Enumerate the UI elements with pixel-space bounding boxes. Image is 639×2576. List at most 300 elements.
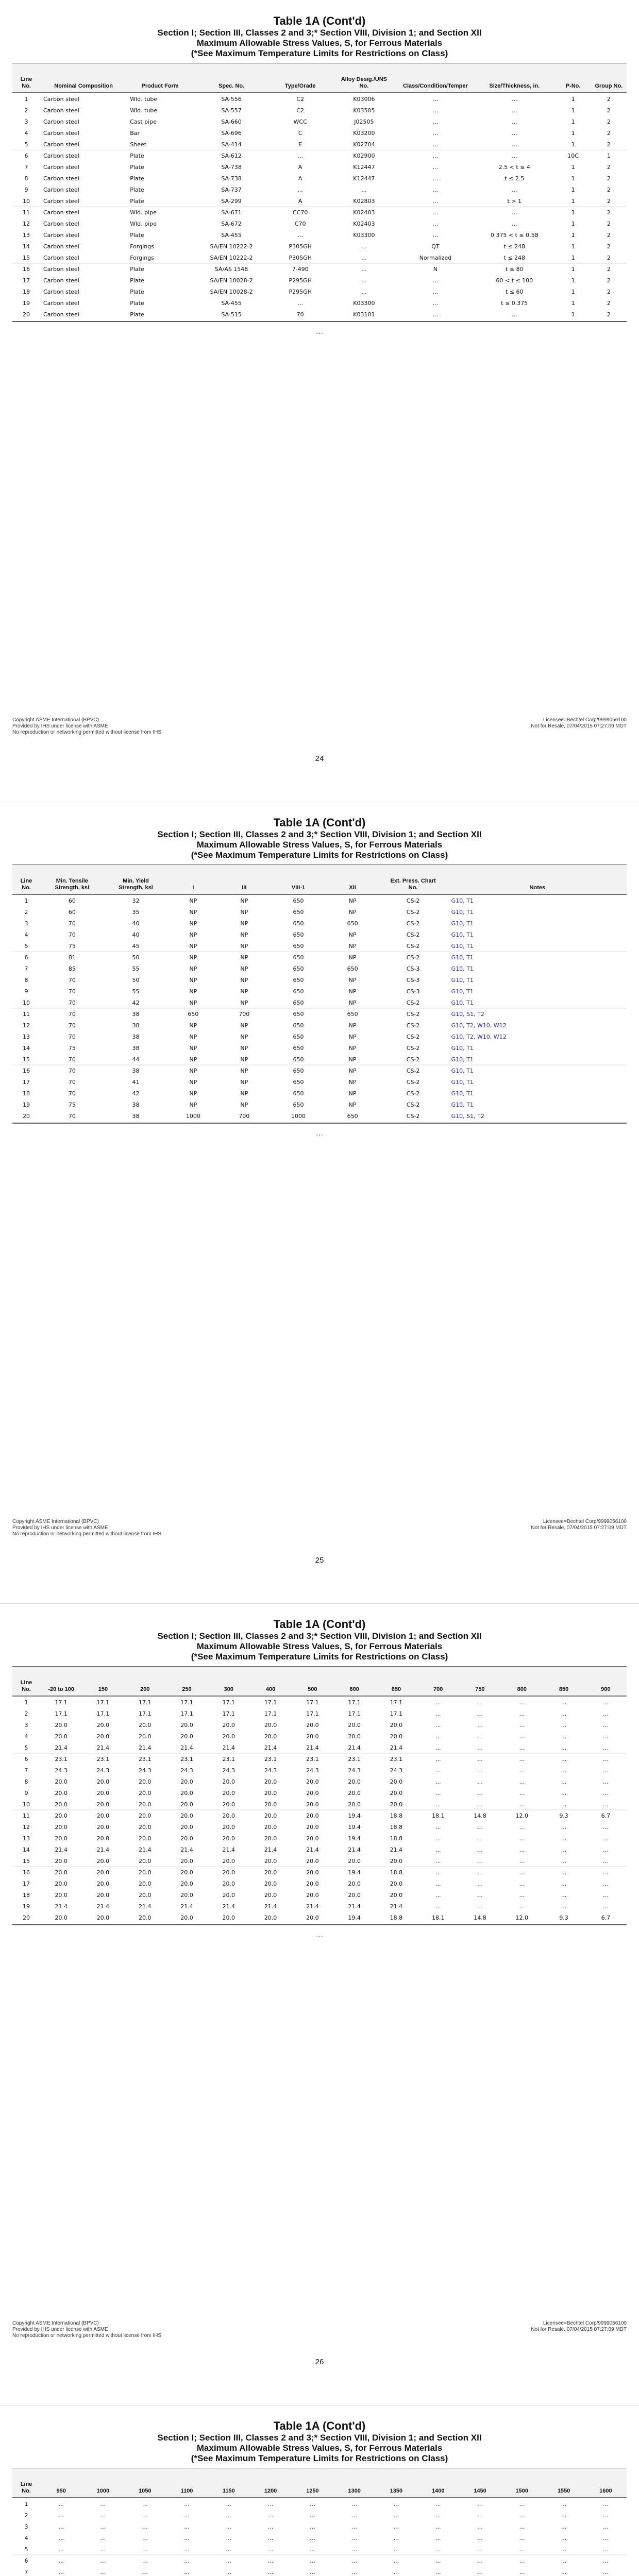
table-cell: 20.0 <box>96 1801 110 1808</box>
table-cell: ... <box>142 2523 148 2530</box>
table-cell: 38 <box>132 1067 140 1074</box>
footer-left <box>12 717 161 736</box>
reproduction-note: No reproduction or networking permitted without license from IHS <box>12 1531 162 1537</box>
table-cell: SA-455 <box>221 300 242 307</box>
table-cell: ... <box>519 1903 525 1910</box>
table-cell: ... <box>477 1756 483 1762</box>
table-cell: G10, T1 <box>451 1090 474 1097</box>
table-cell: SA-738 <box>221 164 242 171</box>
table-cell: ... <box>297 152 303 159</box>
line-number-cell: 12 <box>23 1824 30 1831</box>
table-cell: 1 <box>571 118 575 125</box>
table-cell: 650 <box>188 1011 199 1018</box>
table-cell: ... <box>519 1790 525 1797</box>
table-cell: ... <box>603 2546 609 2553</box>
table-cell: 21.4 <box>306 1903 319 1910</box>
table-cell: CS-2 <box>406 954 420 961</box>
table-cell: 650 <box>293 897 304 904</box>
table-cell: ... <box>477 1744 483 1751</box>
table-cell: ... <box>361 187 367 193</box>
table-cell: ... <box>267 2535 274 2541</box>
document-page <box>0 2419 639 2576</box>
table-cell: 20.0 <box>96 1733 110 1740</box>
table-cell: ... <box>435 2535 441 2541</box>
table-cell: 60 <box>68 909 76 916</box>
table-cell: ... <box>603 2535 609 2541</box>
table-cell: ... <box>561 1903 567 1910</box>
table-cell: ... <box>142 2512 148 2519</box>
table-cell: 650 <box>293 999 304 1006</box>
table-cell: 21.4 <box>264 1846 277 1853</box>
column-header: Nominal Composition <box>54 83 113 89</box>
table-cell: ... <box>561 1722 567 1728</box>
table-cell: 1 <box>571 107 575 114</box>
table-cell: Carbon steel <box>43 243 79 250</box>
table-cell: NP <box>189 999 197 1006</box>
table-cell: ... <box>361 266 367 273</box>
table-cell: ... <box>432 198 439 205</box>
table-cell: NP <box>348 1090 357 1097</box>
table-cell: 20.0 <box>264 1722 277 1728</box>
table-cell: 20.0 <box>306 1914 319 1921</box>
table-cell: 20.0 <box>348 1722 361 1728</box>
table-cell: 20.0 <box>348 1892 361 1899</box>
table-cell: Plate <box>130 198 144 205</box>
table-cell: 650 <box>293 954 304 961</box>
table-cell: ... <box>393 2512 399 2519</box>
table-cell: NP <box>348 999 357 1006</box>
table-cell: 20.0 <box>55 1778 68 1785</box>
table-cell: 20.0 <box>348 1790 361 1797</box>
table-cell: 6.7 <box>601 1914 611 1921</box>
column-header: 1500 <box>515 2488 529 2494</box>
table-cell: 2 <box>607 300 611 307</box>
table-cell: NP <box>348 977 357 984</box>
line-number-cell: 14 <box>23 243 30 250</box>
table-cell: 20.0 <box>222 1722 236 1728</box>
table-cell: NP <box>189 1090 197 1097</box>
table-cell: 9.3 <box>559 1914 568 1921</box>
table-cell: G10, T1 <box>451 988 474 995</box>
line-number-cell: 5 <box>24 141 28 148</box>
table-cell: ... <box>142 2569 148 2575</box>
table-cell: NP <box>240 920 248 927</box>
table-cell: QT <box>431 243 440 250</box>
table-cell: ... <box>603 1710 609 1717</box>
table-cell: ... <box>603 1824 609 1831</box>
table-cell: 9.3 <box>559 1812 568 1819</box>
table-cell: 20.0 <box>306 1892 319 1899</box>
table-cell: ... <box>603 1699 609 1706</box>
table-cell: NP <box>189 943 197 950</box>
table-cell: G10, S1, T2 <box>451 1113 484 1120</box>
line-number-cell: 5 <box>24 943 28 950</box>
table-cell: 12.0 <box>515 1812 529 1819</box>
licensee-note: Licensee=Bechtel Corp/9999056100 <box>543 1519 627 1524</box>
table-title-line: Table 1A (Cont'd) <box>273 1618 366 1631</box>
table-cell: ... <box>561 1835 567 1842</box>
footer-left <box>12 1519 161 1537</box>
table-cell: ... <box>519 2535 525 2541</box>
footer-right <box>531 2320 627 2333</box>
column-header: 1050 <box>138 2488 152 2494</box>
column-header: 1150 <box>222 2488 235 2494</box>
table-cell: NP <box>189 977 197 984</box>
table-cell: 1 <box>571 243 575 250</box>
table-title-block <box>12 2419 627 2464</box>
table-cell: ... <box>519 1778 525 1785</box>
not-for-resale-note: Not for Resale, 07/04/2015 07:27:09 MDT <box>531 2327 627 2332</box>
table-cell: ... <box>432 277 439 284</box>
table-cell: NP <box>240 954 248 961</box>
table-cell: 20.0 <box>306 1778 319 1785</box>
table-cell: 20.0 <box>96 1790 110 1797</box>
line-number-cell: 3 <box>24 920 28 927</box>
table-cell: ... <box>477 1880 483 1887</box>
table-cell: NP <box>348 988 357 995</box>
table-cell: ... <box>512 209 517 216</box>
table-cell: SA/AS 1548 <box>214 266 248 273</box>
table-cell: NP <box>240 988 248 995</box>
table-cell: NP <box>240 1022 248 1029</box>
table-cell: ... <box>226 2535 232 2541</box>
table-cell: 40 <box>132 931 140 938</box>
table-cell: 18.8 <box>390 1824 403 1831</box>
table-cell: NP <box>240 1067 248 1074</box>
line-number-cell: 1 <box>24 2501 28 2507</box>
table-cell: 2 <box>607 107 611 114</box>
line-number-cell: 16 <box>23 1067 30 1074</box>
table-cell: 45 <box>132 943 140 950</box>
table-cell: ... <box>561 1801 567 1808</box>
table-cell: ... <box>561 1756 567 1762</box>
table-cell: ... <box>477 1869 483 1876</box>
line-number-cell: 18 <box>23 1892 30 1899</box>
table-cell: NP <box>348 909 357 916</box>
table-cell: 1 <box>571 255 575 261</box>
table-cell: ... <box>519 1835 525 1842</box>
line-number-cell: 11 <box>23 1812 30 1819</box>
table-cell: G10, T1 <box>451 999 474 1006</box>
table-cell: Carbon steel <box>43 289 79 295</box>
table-cell: 650 <box>347 1113 358 1120</box>
table-title-block <box>12 14 627 59</box>
table-cell: ... <box>477 2501 483 2507</box>
column-header: 250 <box>182 1686 192 1692</box>
table-cell: 17.1 <box>222 1710 236 1717</box>
table-cell: NP <box>189 1022 197 1029</box>
table-continuation: … <box>316 328 323 336</box>
table-cell: ... <box>393 2557 399 2564</box>
column-header: Notes <box>529 885 546 891</box>
table-cell: ... <box>226 2557 232 2564</box>
table-cell: ... <box>393 2523 399 2530</box>
table-cell: 2 <box>607 118 611 125</box>
table-cell: ... <box>432 232 439 239</box>
column-header: 1350 <box>390 2488 403 2494</box>
table-cell: ... <box>432 107 439 114</box>
table-cell: 14.8 <box>474 1914 486 1921</box>
table-cell: 2 <box>607 164 611 171</box>
table-cell: ... <box>477 1722 483 1728</box>
table-cell: Plate <box>130 232 144 239</box>
table-cell: ... <box>519 1744 525 1751</box>
table-cell: ... <box>477 2557 483 2564</box>
table-cell: 2 <box>607 266 611 273</box>
table-cell: 1 <box>571 130 575 137</box>
table-cell: ... <box>477 1699 483 1706</box>
table-cell: Carbon steel <box>43 152 79 159</box>
provided-note: Provided by IHS under license with ASME <box>12 723 108 729</box>
table-cell: 650 <box>347 965 358 972</box>
table-cell: 70 <box>68 931 76 938</box>
table-cell: 20.0 <box>138 1914 152 1921</box>
table-cell: ... <box>361 243 367 250</box>
table-cell: CS-2 <box>406 1033 420 1040</box>
table-cell: ... <box>267 2512 274 2519</box>
line-number-cell: 14 <box>23 1846 30 1853</box>
table-cell: WCC <box>293 118 307 125</box>
table-cell: Plate <box>130 152 144 159</box>
table-cell: 75 <box>68 1101 76 1108</box>
table-cell: 20.0 <box>222 1835 236 1842</box>
table-cell: ... <box>519 2523 525 2530</box>
table-cell: ... <box>603 1778 609 1785</box>
table-cell: ... <box>267 2501 274 2507</box>
table-cell: ... <box>519 2512 525 2519</box>
table-cell: ... <box>603 2512 609 2519</box>
table-cell: J02505 <box>354 118 374 125</box>
table-cell: 20.0 <box>55 1790 68 1797</box>
table-cell: ... <box>58 2501 64 2507</box>
table-cell: 20.0 <box>138 1858 152 1865</box>
line-number-cell: 9 <box>24 187 28 193</box>
table-cell: 20.0 <box>180 1835 193 1842</box>
table-cell: 20.0 <box>306 1790 319 1797</box>
column-header: Class/Condition/Temper <box>403 83 468 89</box>
table-cell: 650 <box>293 931 304 938</box>
table-cell: P295GH <box>289 277 312 284</box>
table-cell: 20.0 <box>96 1722 110 1728</box>
table-cell: ... <box>561 1733 567 1740</box>
table-cell: 2 <box>607 311 611 318</box>
table-cell: ... <box>435 2523 441 2530</box>
table-cell: ... <box>184 2557 190 2564</box>
table-cell: 650 <box>293 1045 304 1052</box>
line-number-cell: 1 <box>24 1699 28 1706</box>
table-cell: Wld. pipe <box>130 221 157 227</box>
table-cell: ... <box>351 2512 357 2519</box>
table-cell: N <box>433 266 438 273</box>
table-title-line: Maximum Allowable Stress Values, S, for Ferrous Materials <box>196 1641 443 1651</box>
table-cell: ... <box>477 1892 483 1899</box>
table-cell: 20.0 <box>306 1858 319 1865</box>
table-cell: 20.0 <box>222 1801 236 1808</box>
line-number-cell: 12 <box>23 221 30 227</box>
line-number-cell: 3 <box>24 118 28 125</box>
table-cell: 2.5 < t ≤ 4 <box>498 164 530 171</box>
table-cell: 38 <box>132 1033 140 1040</box>
table-cell: CS-2 <box>406 931 420 938</box>
table-cell: ... <box>477 1778 483 1785</box>
table-cell: 50 <box>132 954 140 961</box>
table-cell: ... <box>477 2535 483 2541</box>
table-cell: 23.1 <box>264 1756 277 1762</box>
table-cell: ... <box>100 2569 106 2575</box>
table-cell: 2 <box>607 130 611 137</box>
table-cell: 650 <box>293 988 304 995</box>
table-cell: 21.4 <box>348 1903 361 1910</box>
table-cell: 20.0 <box>348 1801 361 1808</box>
table-cell: NP <box>240 943 248 950</box>
table-cell: ... <box>519 2546 525 2553</box>
table-cell: ... <box>519 1824 525 1831</box>
table-cell: ... <box>58 2512 64 2519</box>
table-cell: ... <box>435 1801 441 1808</box>
table-cell: Normalized <box>419 255 452 261</box>
table-cell: 650 <box>347 1011 358 1018</box>
table-cell: 20.0 <box>222 1790 236 1797</box>
column-header: 1600 <box>599 2488 612 2494</box>
table-cell: 20.0 <box>55 1801 68 1808</box>
table-cell: Plate <box>130 289 144 295</box>
table-cell: ... <box>435 2569 441 2575</box>
table-cell: ... <box>519 1858 525 1865</box>
table-cell: 20.0 <box>222 1892 236 1899</box>
column-header: Line No. <box>20 2481 32 2494</box>
table-cell: G10, T1 <box>451 920 474 927</box>
table-cell: 20.0 <box>348 1858 361 1865</box>
table-cell: 17.1 <box>96 1710 110 1717</box>
line-number-cell: 10 <box>23 999 30 1006</box>
table-cell: 20.0 <box>138 1835 152 1842</box>
table-cell: 2 <box>607 232 611 239</box>
table-cell: 20.0 <box>390 1801 403 1808</box>
table-cell: 21.4 <box>96 1903 110 1910</box>
table-cell: 20.0 <box>306 1880 319 1887</box>
table-cell: ... <box>519 1710 525 1717</box>
table-cell: SA-455 <box>221 232 242 239</box>
table-cell: ... <box>561 2546 567 2553</box>
line-number-cell: 4 <box>24 2535 28 2541</box>
column-header: Type/Grade <box>284 83 316 89</box>
table-cell: SA-299 <box>221 198 242 205</box>
table-cell: NP <box>189 1033 197 1040</box>
table-cell: ... <box>226 2523 232 2530</box>
table-cell: ... <box>477 1824 483 1831</box>
licensee-note: Licensee=Bechtel Corp/9999056100 <box>543 2320 627 2326</box>
table-cell: 38 <box>132 1101 140 1108</box>
table-cell: A <box>298 175 302 182</box>
table-cell: ... <box>432 187 439 193</box>
document-page <box>0 14 639 795</box>
table-cell: 20.0 <box>390 1858 403 1865</box>
column-header: III <box>242 885 247 891</box>
table-cell: 24.3 <box>96 1767 110 1774</box>
line-number-cell: 2 <box>24 909 28 916</box>
table-cell: ... <box>603 1880 609 1887</box>
table-title-line: Maximum Allowable Stress Values, S, for Ferrous Materials <box>196 840 443 850</box>
table-cell: 42 <box>132 1090 140 1097</box>
table-cell: Carbon steel <box>43 209 79 216</box>
table-cell: NP <box>348 1045 357 1052</box>
table-cell: SA-671 <box>221 209 242 216</box>
table-cell: 21.4 <box>55 1846 68 1853</box>
table-cell: Carbon steel <box>43 130 79 137</box>
table-cell: 85 <box>68 965 76 972</box>
table-cell: 650 <box>347 920 358 927</box>
table-cell: 20.0 <box>306 1869 319 1876</box>
table-cell: 38 <box>132 1045 140 1052</box>
table-cell: ... <box>58 2523 64 2530</box>
table-cell: G10, T1 <box>451 1079 474 1086</box>
table-cell: ... <box>435 2546 441 2553</box>
table-cell: 1 <box>571 289 575 295</box>
table-title-line: (*See Maximum Temperature Limits for Restrictions on Class) <box>191 48 448 58</box>
table-cell: t ≤ 248 <box>503 243 526 250</box>
page-number: 25 <box>315 1556 324 1565</box>
table-cell: 23.1 <box>55 1756 68 1762</box>
table-cell: NP <box>348 943 357 950</box>
table-cell: ... <box>435 1756 441 1762</box>
table-cell: ... <box>310 2535 315 2541</box>
table-cell: 70 <box>68 977 76 984</box>
table-cell: 17.1 <box>306 1699 319 1706</box>
table-cell: ... <box>432 221 439 227</box>
table-cell: Carbon steel <box>43 187 79 193</box>
column-header: Group No. <box>595 83 623 89</box>
column-header: 1100 <box>180 2488 193 2494</box>
table-cell: 650 <box>293 1056 304 1063</box>
table-cell: ... <box>561 1710 567 1717</box>
column-header: Line No. <box>20 1680 32 1692</box>
table-cell: 2 <box>607 289 611 295</box>
line-number-cell: 5 <box>24 2546 28 2553</box>
table-cell: 21.4 <box>222 1744 236 1751</box>
table-cell: 17.1 <box>390 1699 403 1706</box>
table-cell: 42 <box>132 999 140 1006</box>
table-cell: ... <box>512 152 517 159</box>
table-cell: ... <box>432 141 439 148</box>
table-cell: 20.0 <box>96 1858 110 1865</box>
table-cell: SA-556 <box>221 96 242 103</box>
table-cell: 18.8 <box>390 1835 403 1842</box>
table-cell: Plate <box>130 164 144 171</box>
table-cell: NP <box>348 1033 357 1040</box>
table-cell: ... <box>267 2546 274 2553</box>
table-cell: Wld. pipe <box>130 209 157 216</box>
table-cell: 35 <box>132 909 140 916</box>
table-cell: ... <box>603 1892 609 1899</box>
line-number-cell: 9 <box>24 988 28 995</box>
table-cell: 20.0 <box>180 1914 193 1921</box>
table-cell: 17.1 <box>138 1710 152 1717</box>
table-cell: 1 <box>571 209 575 216</box>
table-cell: 2 <box>607 221 611 227</box>
table-cell: ... <box>603 1756 609 1762</box>
table-cell: K12447 <box>353 164 375 171</box>
provided-note: Provided by IHS under license with ASME <box>12 1525 108 1531</box>
table-cell: ... <box>100 2501 106 2507</box>
table-cell: SA-612 <box>221 152 242 159</box>
table-cell: 24.3 <box>306 1767 319 1774</box>
table-cell: t ≤ 2.5 <box>505 175 525 182</box>
table-cell: CS-2 <box>406 1022 420 1029</box>
line-number-cell: 19 <box>23 1101 30 1108</box>
table-cell: ... <box>310 2523 315 2530</box>
table-cell: ... <box>603 1903 609 1910</box>
table-cell: 20.0 <box>138 1790 152 1797</box>
